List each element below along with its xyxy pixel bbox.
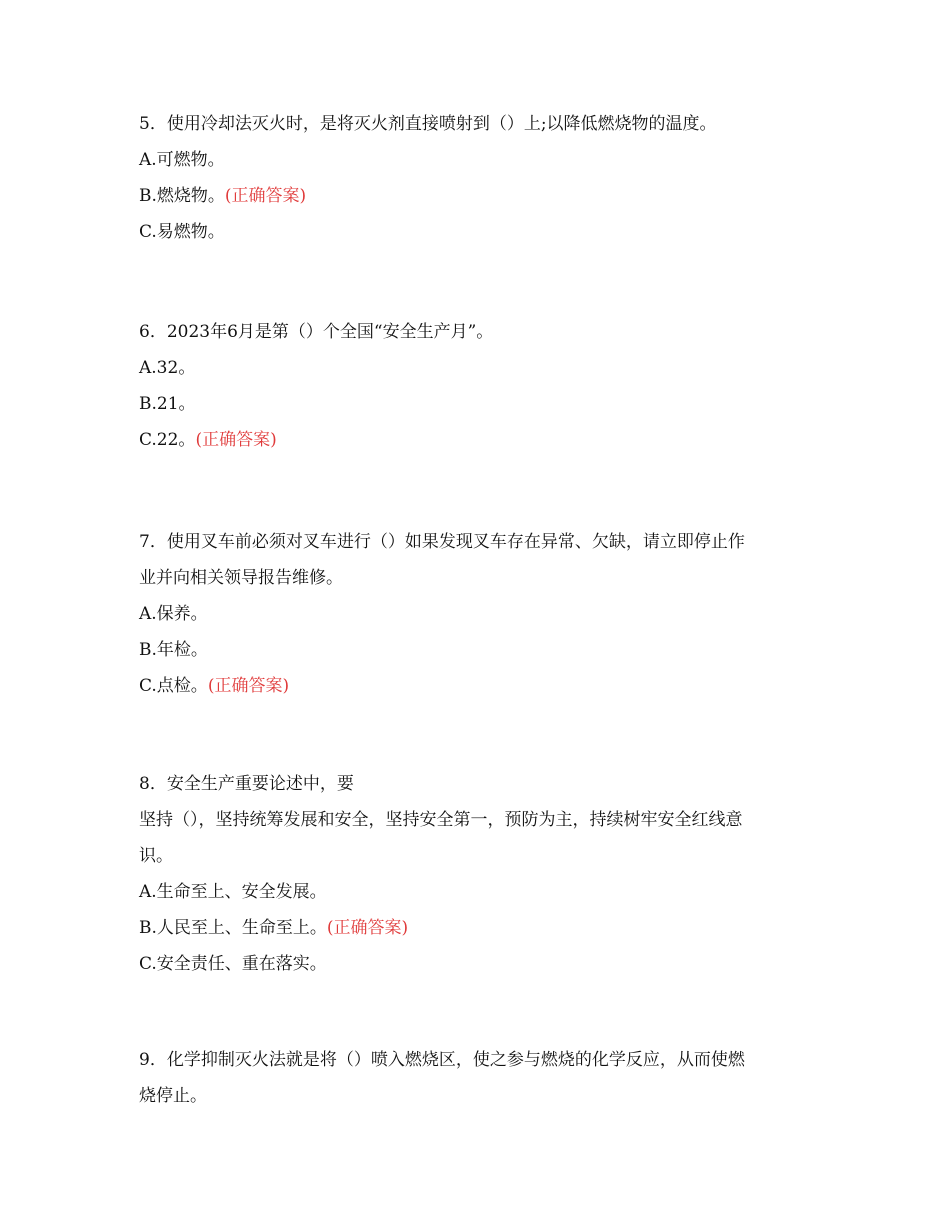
option-b [139, 910, 819, 946]
question-7 [139, 524, 819, 704]
option-c [139, 214, 819, 250]
correct-answer-mark: (正确答案) [195, 430, 277, 450]
question-stem-continued: 烧停止。 [139, 1086, 207, 1106]
option-text: B.21。 [139, 394, 196, 414]
correct-answer-mark: (正确答案) [224, 186, 307, 206]
question-9 [139, 1042, 819, 1114]
question-8 [139, 766, 819, 982]
question-6 [139, 314, 819, 458]
question-stem: 7．使用叉车前必须对叉车进行（）如果发现叉车存在异常、欠缺，请立即停止作 [139, 532, 745, 552]
option-a [139, 350, 819, 386]
option-text: A.保养。 [139, 604, 208, 624]
correct-answer-mark: (正确答案) [207, 676, 290, 696]
option-b [139, 632, 819, 668]
question-stem: 5．使用冷却法灭火时，是将灭火剂直接喷射到（）上;以降低燃烧物的温度。 [139, 114, 717, 134]
question-stem: 8．安全生产重要论述中，要 [139, 774, 354, 794]
option-text: C.安全责任、重在落实。 [139, 954, 327, 974]
option-a [139, 142, 819, 178]
question-stem-continued: 坚持（），坚持统筹发展和安全，坚持安全第一，预防为主，持续树牢安全红线意 [139, 810, 743, 830]
option-text: B.燃烧物。 [139, 186, 225, 206]
option-text: B.年检。 [139, 640, 208, 660]
question-stem: 6．2023年6月是第（）个全国“安全生产月”。 [139, 322, 494, 342]
option-c [139, 422, 819, 458]
option-text: C.22。 [139, 430, 196, 450]
option-text: A.可燃物。 [139, 150, 225, 170]
option-text: C.点检。 [139, 676, 208, 696]
question-stem: 9．化学抑制灭火法就是将（）喷入燃烧区，使之参与燃烧的化学反应，从而使燃 [139, 1050, 745, 1070]
question-5 [139, 106, 819, 250]
option-text: B.人民至上、生命至上。 [139, 918, 327, 938]
option-a [139, 874, 819, 910]
question-stem-continued: 业并向相关领导报告维修。 [139, 568, 343, 588]
option-c [139, 668, 819, 704]
option-c [139, 946, 819, 982]
option-text: A.32。 [139, 358, 196, 378]
option-text: A.生命至上、安全发展。 [139, 882, 327, 902]
option-b [139, 386, 819, 422]
option-text: C.易燃物。 [139, 222, 225, 242]
option-b [139, 178, 819, 214]
option-a [139, 596, 819, 632]
question-stem-continued: 识。 [139, 846, 173, 866]
correct-answer-mark: (正确答案) [326, 918, 409, 938]
